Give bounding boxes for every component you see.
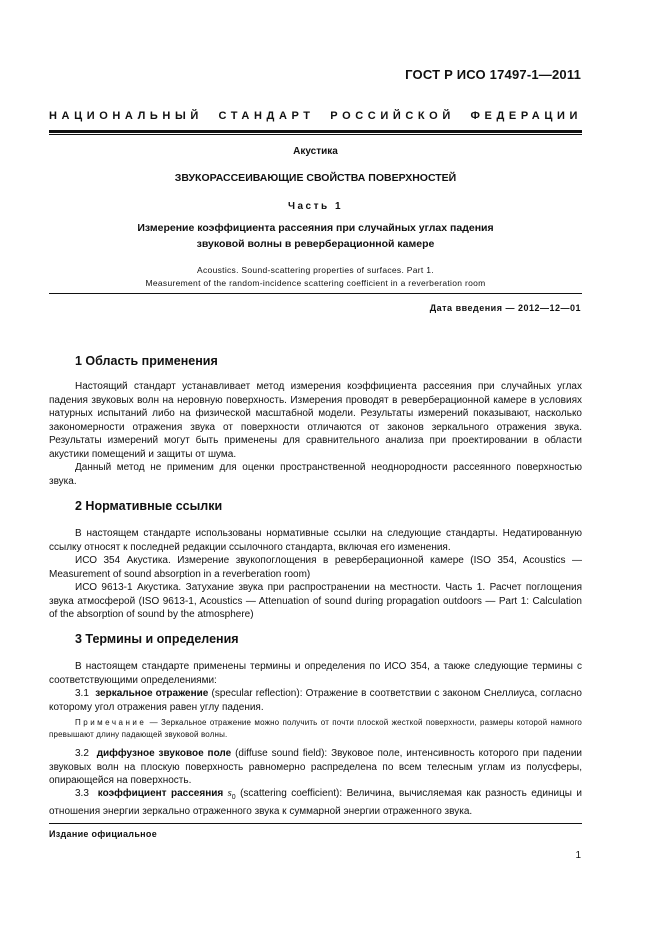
note (49, 717, 582, 741)
term-number: 3.3 (75, 788, 89, 799)
official-edition-label: Издание официальное (49, 829, 158, 839)
english-title (49, 264, 582, 290)
subject-title: Акустика (293, 146, 338, 157)
title-rule (49, 293, 582, 294)
term-number: 3.2 (75, 748, 89, 759)
term-definition: (specular reflection): Отражение в соответствии с законом Снеллиуса, согласно которому угол отражения равен углу падения. (49, 688, 582, 713)
term-name: зеркальное отражение (95, 688, 209, 699)
banner-word: РОССИЙСКОЙ (330, 110, 455, 122)
term-name: коэффициент рассеяния (97, 788, 224, 799)
subtitle-line: Измерение коэффициента рассеяния при случайных углах падения (137, 222, 494, 234)
main-title: ЗВУКОРАССЕИВАЮЩИЕ СВОЙСТВА ПОВЕРХНОСТЕЙ (174, 172, 457, 184)
part-title: Часть 1 (287, 201, 344, 212)
header-rule-thin (49, 134, 582, 135)
term-name: диффузное звуковое поле (96, 748, 232, 759)
subtitle (49, 220, 582, 252)
note-text: — Зеркальное отражение можно получить от почти плоской жесткой поверхности, размеры которой намного превышают длину падающей звуковой волны. (49, 718, 582, 739)
section-2-reference-iso9613: ИСО 9613-1 Акустика. Затухание звука при распространении на местности. Часть 1. Расчет поглощения звука атмосферой (ISO 9613-1, Acoustics — Attenuation of sound during propagation outdoors — Part 1: Calculation of the absorption of sound by the atmosphere) (49, 582, 582, 620)
section-1-heading: 1 Область применения (75, 354, 218, 368)
section-1-paragraph: Настоящий стандарт устанавливает метод измерения коэффициента рассеяния при случайных углах падения звуковых волн на неровную поверхность. Измерения проводят в реверберационной камере в условиях натурных испытаний либо на физической масштабной модели. Результаты измерений показывают, насколько закономерности отражения звука от поверхности отличаются от законов зеркального отражения звука. Результаты измерений могут быть применены для сравнительного анализа при проектировании в области акустики помещений и защиты от шума. (49, 381, 582, 460)
banner-word: СТАНДАРТ (218, 110, 315, 122)
term-3-3 (49, 787, 582, 818)
note-label: Примечание (75, 718, 147, 727)
banner-word: ФЕДЕРАЦИИ (470, 110, 582, 122)
term-definition: (scattering coefficient): Величина, вычисляемая как разность единицы и отношения энергии зеркально отраженного звука к суммарной энергии отраженного звука. (49, 788, 582, 817)
subtitle-line: звуковой волны в реверберационной камере (196, 238, 435, 250)
introduction-date: Дата введения — 2012—12—01 (429, 303, 581, 313)
term-3-1 (49, 687, 582, 714)
footer-rule (49, 823, 582, 824)
header-rule-thick (49, 130, 582, 133)
section-2-paragraph: В настоящем стандарте использованы нормативные ссылки на следующие стандарты. Недатированную ссылку относят к последней редакции ссылочного стандарта, включая его изменения. (49, 528, 582, 553)
section-2-reference-iso354: ИСО 354 Акустика. Измерение звукопоглощения в реверберационной камере (ISO 354, Acoustics — Measurement of sound absorption in a reverberation room) (49, 555, 582, 580)
section-2-heading: 2 Нормативные ссылки (75, 499, 223, 513)
term-definition: (diffuse sound field): Звуковое поле, интенсивность которого при падении звуковых волн на плоскую поверхность равномерно распределена по всем телесным углам из полусферы, опирающейся на поверхность. (49, 748, 582, 786)
section-3-heading: 3 Термины и определения (75, 632, 239, 646)
national-standard-banner (49, 110, 582, 122)
english-title-line: Measurement of the random-incidence scattering coefficient in a reverberation room (145, 278, 486, 288)
term-symbol: s (227, 788, 232, 799)
document-code: ГОСТ Р ИСО 17497-1—2011 (405, 67, 581, 82)
term-number: 3.1 (75, 688, 89, 699)
section-3-paragraph: В настоящем стандарте применены термины и определения по ИСО 354, а также следующие термины с соответствующими определениями: (49, 661, 582, 686)
banner-word: НАЦИОНАЛЬНЫЙ (49, 110, 203, 122)
page-number: 1 (575, 850, 581, 861)
english-title-line: Acoustics. Sound-scattering properties of surfaces. Part 1. (197, 265, 434, 275)
term-symbol-subscript: 0 (231, 794, 236, 801)
term-3-2 (49, 747, 582, 788)
section-1-paragraph: Данный метод не применим для оценки пространственной неоднородности рассеянного поверхностью звука. (49, 462, 582, 487)
